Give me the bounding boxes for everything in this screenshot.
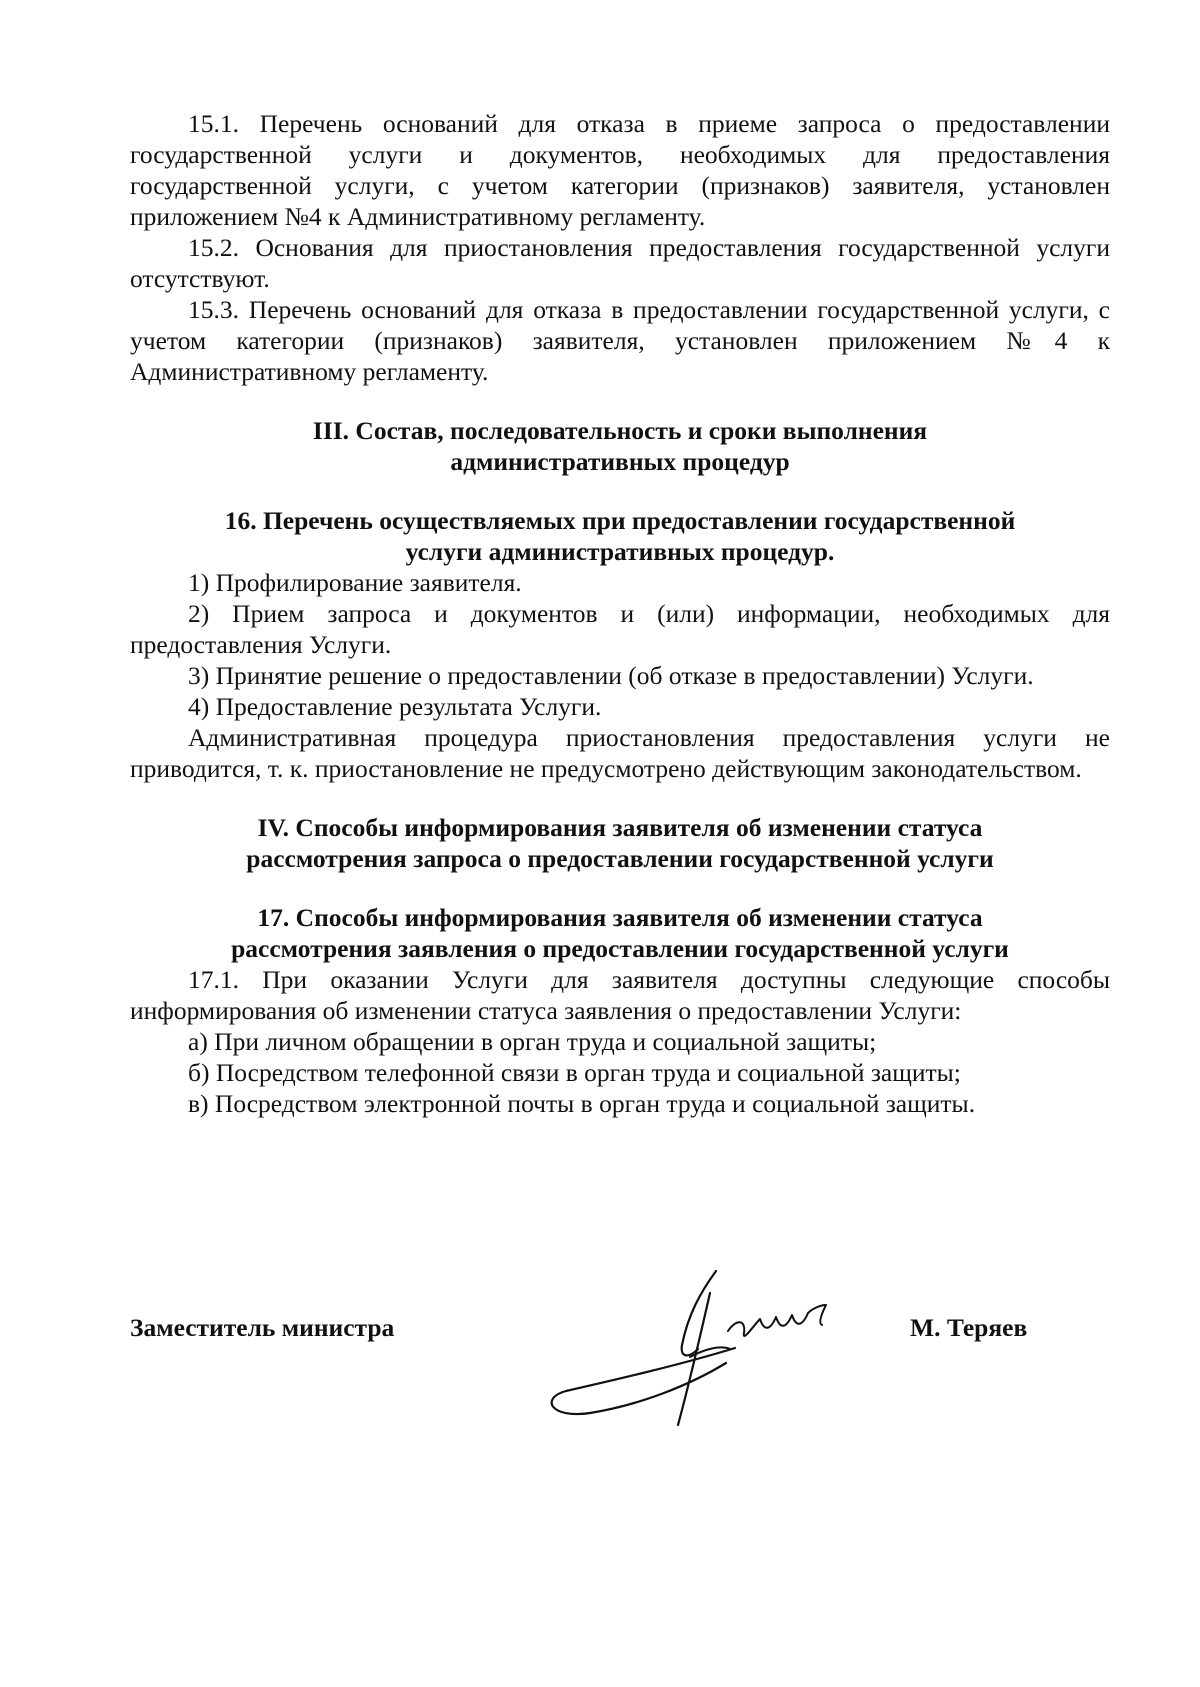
- handwritten-signature: [530, 1253, 860, 1433]
- section-16-item-4: 4) Предоставление результата Услуги.: [188, 692, 602, 721]
- section-16-note: Административная процедура приостановления предоставления услуги не приводится, т. к. приостановление не предусмотрено действующим законодательством.: [130, 723, 1110, 783]
- section-16-heading-line2: услуги административных процедур.: [405, 537, 835, 566]
- section-3-heading: [130, 415, 1110, 477]
- signature-block: [130, 1275, 1050, 1445]
- paragraph-15-1: 15.1. Перечень оснований для отказа в приеме запроса о предоставлении государственной услуги и документов, необходимых для предоставления государственной услуги, с учетом категории (признаков) заявителя, установлен приложением №4 к Административному регламенту.: [130, 109, 1110, 231]
- section-17-item-1: 17.1. При оказании Услуги для заявителя доступны следующие способы информирования об изменении статуса заявления о предоставлении Услуги:: [130, 965, 1110, 1025]
- section-16-item-1: 1) Профилирование заявителя.: [188, 568, 522, 597]
- section-17-heading-line2: рассмотрения заявления о предоставлении государственной услуги: [231, 934, 1009, 963]
- signatory-name: М. Теряев: [910, 1313, 1028, 1342]
- section-17-item-a: а) При личном обращении в орган труда и социальной защиты;: [188, 1027, 877, 1056]
- section-16-heading-line1: 16. Перечень осуществляемых при предоставлении государственной: [224, 506, 1016, 535]
- section-17-heading-line1: 17. Способы информирования заявителя об изменении статуса: [257, 903, 983, 932]
- section-16: [130, 505, 1110, 784]
- section-4-heading-line2: рассмотрения запроса о предоставлении государственной услуги: [246, 844, 994, 873]
- section-3-heading-line1: III. Состав, последовательность и сроки выполнения: [312, 416, 928, 445]
- section-16-item-2: 2) Прием запроса и документов и (или) информации, необходимых для предоставления Услуги.: [130, 599, 1110, 659]
- paragraph-15-3: 15.3. Перечень оснований для отказа в предоставлении государственной услуги, с учетом категории (признаков) заявителя, установлен приложением №4 к Административному регламенту.: [130, 295, 1110, 386]
- section-4-heading-line1: IV. Способы информирования заявителя об изменении статуса: [257, 813, 983, 842]
- spacer: [130, 874, 1110, 902]
- spacer: [130, 784, 1110, 812]
- document-page: [130, 108, 1110, 1119]
- section-16-item-3: 3) Принятие решение о предоставлении (об отказе в предоставлении) Услуги.: [188, 661, 1034, 690]
- signatory-title: Заместитель министра: [130, 1313, 395, 1342]
- paragraph-15-2: 15.2. Основания для приостановления предоставления государственной услуги отсутствуют.: [130, 233, 1110, 293]
- section-3-heading-line2: административных процедур: [450, 447, 790, 476]
- section-17-item-c: в) Посредством электронной почты в орган труда и социальной защиты.: [188, 1089, 976, 1118]
- section-17: [130, 902, 1110, 1119]
- spacer: [130, 477, 1110, 505]
- section-4-heading: [130, 812, 1110, 874]
- spacer: [130, 387, 1110, 415]
- section-17-item-b: б) Посредством телефонной связи в орган труда и социальной защиты;: [188, 1058, 961, 1087]
